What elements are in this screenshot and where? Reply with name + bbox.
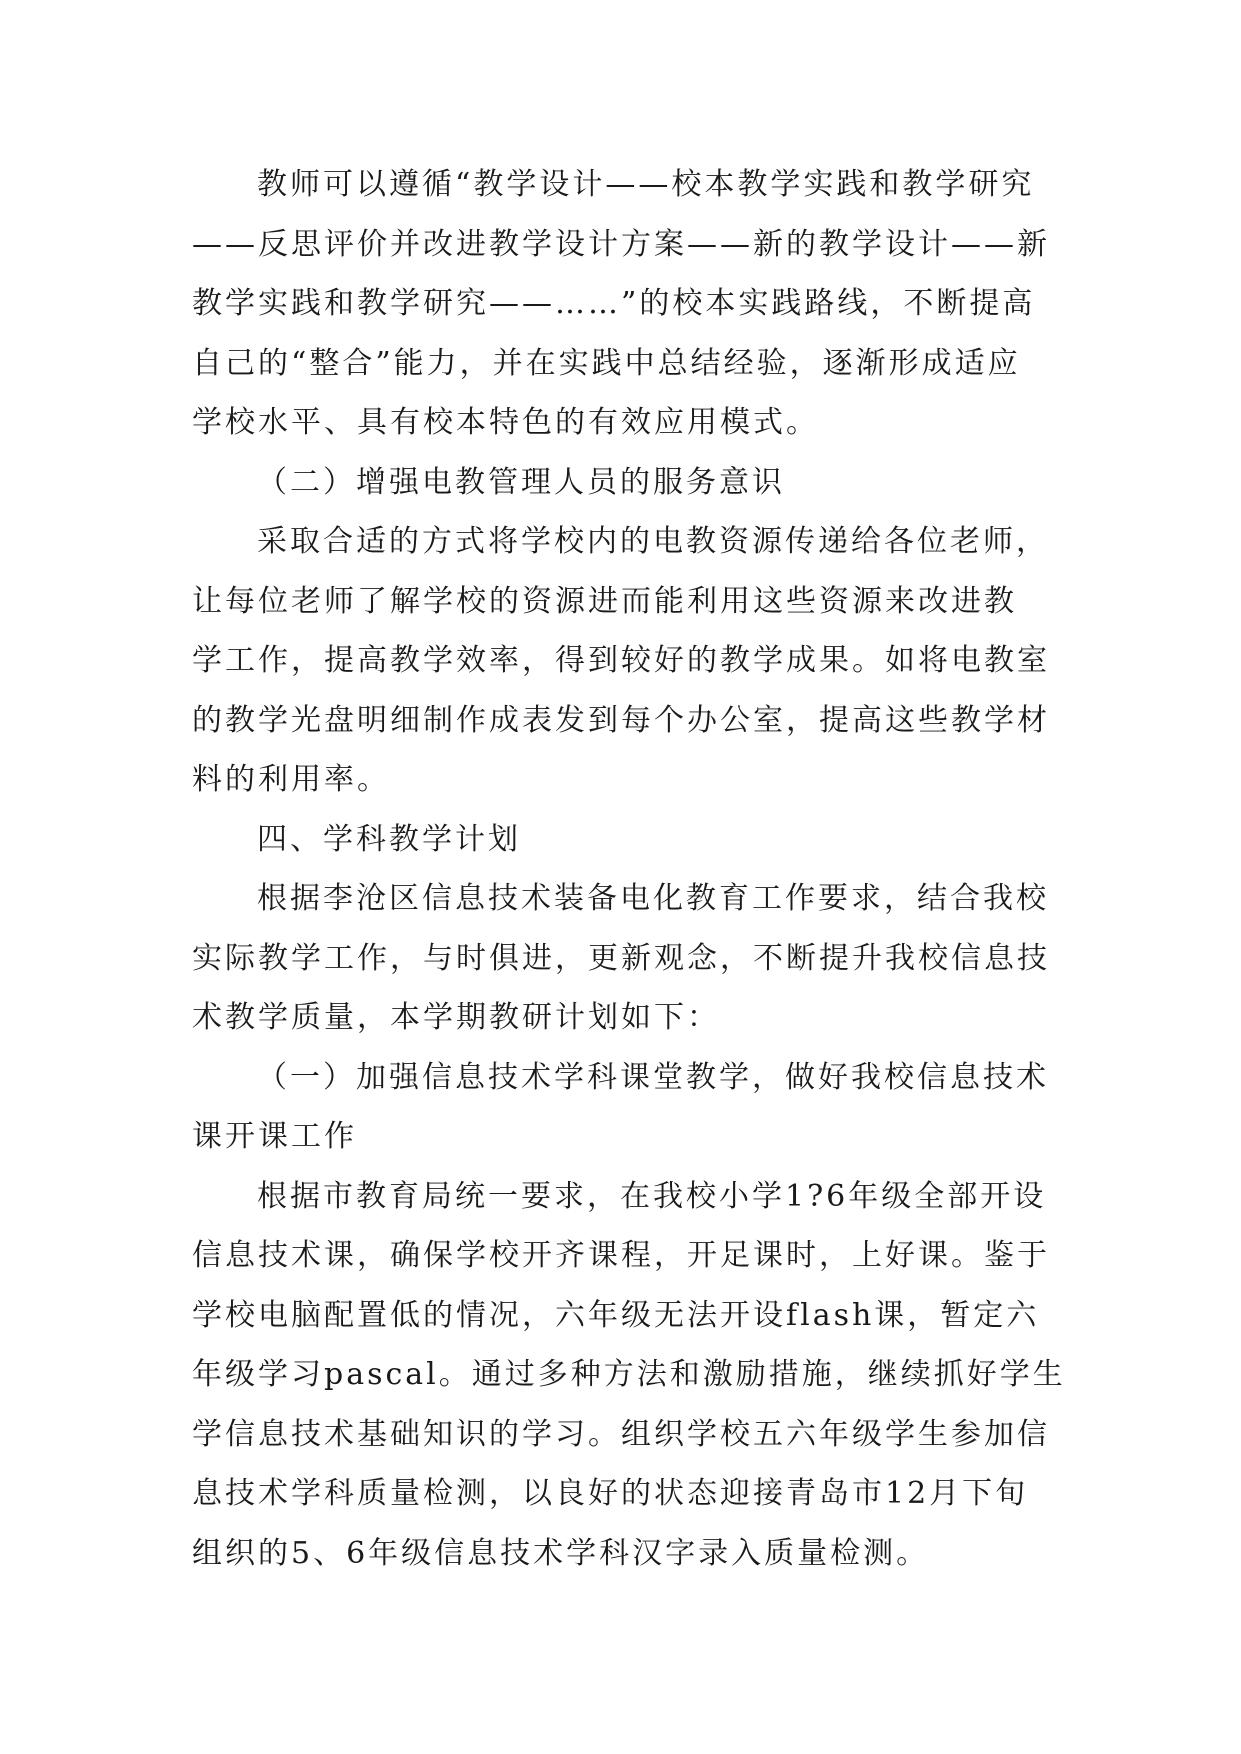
text-line: 学工作，提高教学效率，得到较好的教学成果。如将电教室	[192, 643, 1050, 678]
text-line: （二）增强电教管理人员的服务意识	[257, 464, 785, 500]
text-line: 学校电脑配置低的情况，六年级无法开设flash课，暂定六	[192, 1297, 1040, 1333]
text-line: 四、学科教学计划	[257, 821, 521, 857]
text-line: 让每位老师了解学校的资源进而能利用这些资源来改进教	[192, 583, 1017, 619]
text-line: 组织的5、6年级信息技术学科汉字录入质量检测。	[192, 1535, 930, 1571]
text-line: 根据李沧区信息技术装备电化教育工作要求，结合我校	[257, 881, 1049, 916]
text-line: 的教学光盘明细制作成表发到每个办公室，提高这些教学材	[192, 702, 1050, 738]
text-line: ——反思评价并改进教学设计方案——新的教学设计——新	[192, 226, 1050, 262]
text-line: 教学实践和教学研究——……”的校本实践路线，不断提高	[192, 286, 1036, 321]
text-line: 根据市教育局统一要求，在我校小学1?6年级全部开设	[257, 1178, 1047, 1214]
text-line: 实际教学工作，与时俱进，更新观念，不断提升我校信息技	[192, 940, 1050, 976]
text-line: （一）加强信息技术学科课堂教学，做好我校信息技术	[257, 1059, 1049, 1095]
text-line: 自己的“整合”能力，并在实践中总结经验，逐渐形成适应	[192, 345, 1021, 381]
text-line: 信息技术课，确保学校开齐课程，开足课时，上好课。鉴于	[192, 1238, 1050, 1273]
text-line: 息技术学科质量检测，以良好的状态迎接青岛市12月下旬	[192, 1476, 1029, 1511]
text-line: 学信息技术基础知识的学习。组织学校五六年级学生参加信	[192, 1416, 1050, 1452]
text-line: 学校水平、具有校本特色的有效应用模式。	[192, 405, 819, 440]
text-line: 采取合适的方式将学校内的电教资源传递给各位老师，	[257, 524, 1049, 559]
text-line: 年级学习pascal。通过多种方法和激励措施，继续抓好学生	[192, 1357, 1066, 1392]
text-line: 课开课工作	[192, 1119, 357, 1154]
document-body	[192, 155, 1066, 1583]
text-line: 教师可以遵循“教学设计——校本教学实践和教学研究	[257, 167, 1035, 202]
text-line: 料的利用率。	[192, 762, 390, 797]
text-line: 术教学质量，本学期教研计划如下：	[192, 1000, 720, 1035]
